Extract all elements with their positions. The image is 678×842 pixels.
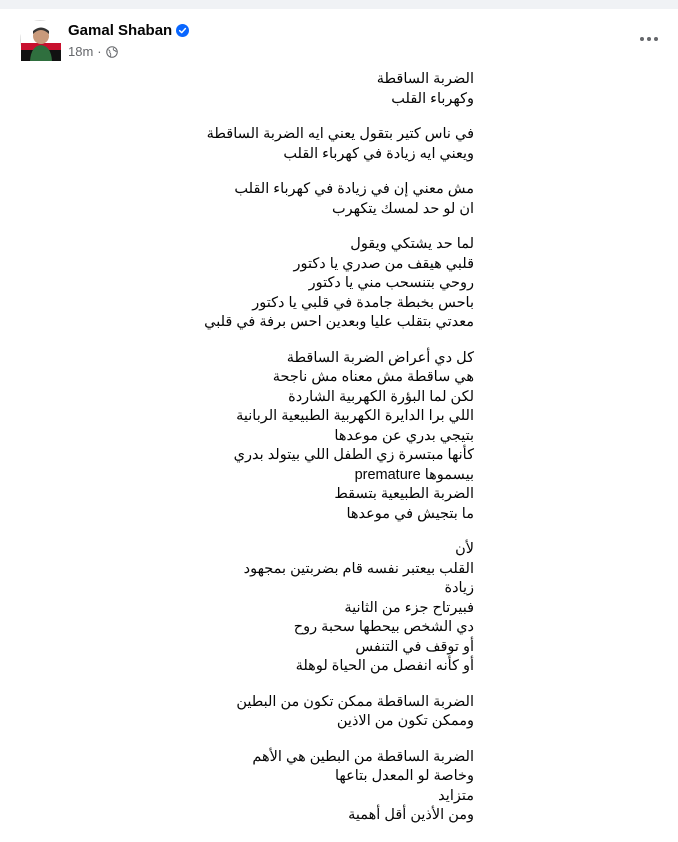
post-paragraph xyxy=(34,125,474,164)
post-paragraph xyxy=(34,748,474,826)
post-line: بيسموها premature xyxy=(354,466,474,483)
post-line: وكهرباء القلب xyxy=(391,90,474,107)
post-line: اللي برا الدايرة الكهربية الطبيعية الربانية xyxy=(236,408,474,424)
post-paragraph xyxy=(34,693,474,732)
post-line: دي الشخص بيحطها سحبة روح xyxy=(293,619,474,635)
more-dot xyxy=(640,37,644,41)
post-line: ان لو حد لمسك يتكهرب xyxy=(332,200,474,217)
post-paragraph xyxy=(34,540,474,677)
post-line: مش معني إن في زيادة في كهرباء القلب xyxy=(234,181,474,197)
post-paragraph xyxy=(34,235,474,333)
post-line: هي ساقطة مش معناه مش ناجحة xyxy=(272,369,474,385)
post-line: باحس بخبطة جامدة في قلبي يا دكتور xyxy=(252,294,474,311)
post-line: كل دي أعراض الضربة الساقطة xyxy=(286,349,474,366)
post-line: لكن لما البؤرة الكهربية الشاردة xyxy=(288,388,474,405)
post-paragraph xyxy=(34,349,474,525)
post-line: في ناس كتير بتقول يعني ايه الضربة الساقطة xyxy=(206,126,474,142)
post-line: أو كأنه انفصل من الحياة لوهلة xyxy=(295,658,474,674)
more-dot xyxy=(647,37,651,41)
post-line: الضربة الساقطة ممكن تكون من البطين xyxy=(236,693,474,710)
meta-separator: · xyxy=(97,44,102,59)
post-line: كأنها مبتسرة زي الطفل اللي بيتولد بدري xyxy=(233,447,474,463)
post-line: قلبي هيقف من صدري يا دكتور xyxy=(293,255,474,272)
author-avatar[interactable] xyxy=(20,20,60,60)
post-time[interactable]: 18m xyxy=(68,44,94,59)
author-name[interactable]: Gamal Shaban xyxy=(68,22,173,39)
post-line: وخاصة لو المعدل بتاعها xyxy=(334,768,474,784)
post-meta xyxy=(68,44,118,59)
post-line: وممكن تكون من الاذين xyxy=(336,713,474,729)
post-line: ومن الأذين أقل أهمية xyxy=(348,807,474,823)
post-line: الضربة الطبيعية بتسقط xyxy=(334,486,474,502)
verified-badge-icon xyxy=(176,24,189,37)
post-line: لما حد يشتكي ويقول xyxy=(350,236,474,252)
more-dot xyxy=(654,37,658,41)
post-line: الضربة الساقطة من البطين هي الأهم xyxy=(252,748,474,765)
post-line: القلب بيعتبر نفسه قام بضربتين بمجهود xyxy=(243,560,474,577)
post-line: زيادة xyxy=(444,580,474,596)
avatar-image xyxy=(21,21,61,61)
author-header xyxy=(68,22,189,39)
post-line: معدتي بتقلب عليا وبعدين احس برفة في قلبي xyxy=(204,314,474,330)
post-line: ما بتجيش في موعدها xyxy=(346,505,474,522)
post-paragraph xyxy=(34,180,474,219)
post-line: متزايد xyxy=(438,787,474,804)
post-line: الضربة الساقطة xyxy=(376,71,474,87)
post-line: ويعني ايه زيادة في كهرباء القلب xyxy=(283,145,474,162)
post-paragraph xyxy=(34,70,474,109)
post-line: لأن xyxy=(455,541,474,557)
post-line: فبيرتاح جزء من الثانية xyxy=(344,599,474,616)
more-options-button[interactable] xyxy=(634,24,664,54)
post-line: روحي بتنسحب مني يا دكتور xyxy=(308,275,474,291)
post-line: بتيجي بدري عن موعدها xyxy=(334,427,474,444)
globe-icon[interactable] xyxy=(106,46,118,58)
post-line: أو توقف في التنفس xyxy=(355,638,474,655)
post-text xyxy=(34,70,474,842)
